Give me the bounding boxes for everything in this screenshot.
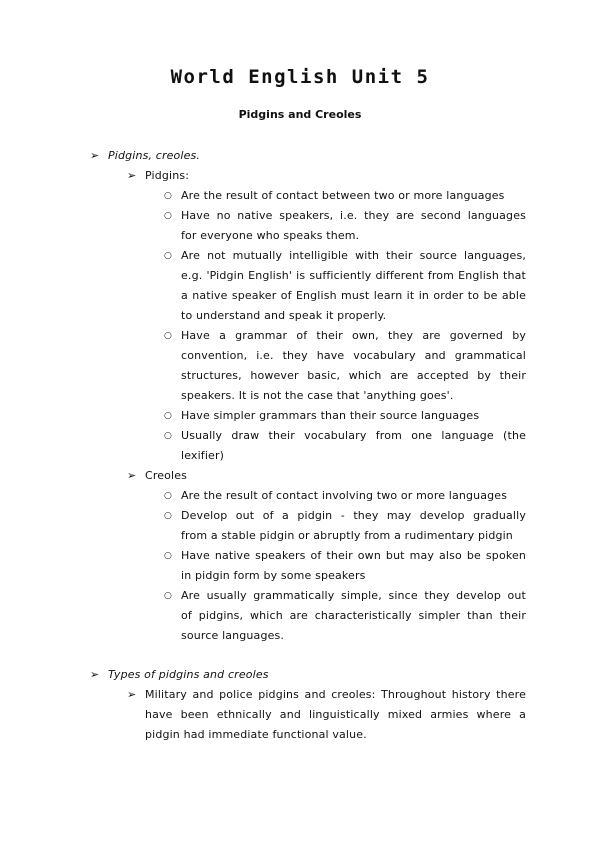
list-item-line: structures, however basic, which are accepted by their: [181, 369, 526, 382]
list-item-line: have been ethnically and linguistically mixed armies where a: [145, 708, 526, 721]
list-item-line: in pidgin form by some speakers: [181, 569, 366, 582]
list-item-line: Have no native speakers, i.e. they are second languages: [181, 209, 526, 222]
subheading-pidgins: Pidgins:: [145, 169, 190, 182]
list-item-line: Have a grammar of their own, they are governed by: [181, 329, 526, 342]
list-item-line: of pidgins, which are characteristically simpler than their: [181, 609, 526, 622]
subheading-creoles: Creoles: [145, 469, 188, 482]
circle-bullet-icon: ○: [164, 191, 172, 201]
list-item-line: Are the result of contact between two or more languages: [181, 189, 505, 202]
list-item-line: speakers. It is not the case that 'anything goes'.: [181, 389, 454, 402]
list-item-line: Have native speakers of their own but may also be spoken: [181, 549, 526, 562]
arrow-bullet-icon: ➢: [127, 469, 137, 482]
section-heading-types: Types of pidgins and creoles: [108, 668, 269, 681]
circle-bullet-icon: ○: [164, 211, 172, 221]
list-item-line: Develop out of a pidgin - they may develop gradually: [181, 509, 526, 522]
arrow-bullet-icon: ➢: [127, 169, 137, 182]
list-item-line: to understand and speak it properly.: [181, 309, 387, 322]
arrow-bullet-icon: ➢: [127, 688, 137, 701]
list-item-line: Are usually grammatically simple, since they develop out: [181, 589, 526, 602]
circle-bullet-icon: ○: [164, 511, 172, 521]
list-item-line: Are not mutually intelligible with their source languages,: [181, 249, 526, 262]
circle-bullet-icon: ○: [164, 431, 172, 441]
list-item-line: Have simpler grammars than their source languages: [181, 409, 480, 422]
page-subtitle: Pidgins and Creoles: [238, 108, 362, 121]
list-item-line: Are the result of contact involving two or more languages: [181, 489, 508, 502]
list-item-line: Usually draw their vocabulary from one language (the: [181, 429, 526, 442]
circle-bullet-icon: ○: [164, 411, 172, 421]
page-title: World English Unit 5: [170, 66, 430, 88]
list-item-line: Military and police pidgins and creoles: Throughout history there: [145, 688, 526, 701]
list-item-line: e.g. 'Pidgin English' is sufficiently different from English that: [181, 269, 526, 282]
arrow-bullet-icon: ➢: [90, 668, 100, 681]
list-item-line: from a stable pidgin or abruptly from a rudimentary pidgin: [181, 529, 513, 542]
circle-bullet-icon: ○: [164, 251, 172, 261]
section-heading-pidgins-creoles: Pidgins, creoles.: [108, 149, 201, 162]
list-item-line: convention, i.e. they have vocabulary and grammatical: [181, 349, 526, 362]
circle-bullet-icon: ○: [164, 591, 172, 601]
list-item-line: for everyone who speaks them.: [181, 229, 360, 242]
arrow-bullet-icon: ➢: [90, 149, 100, 162]
list-item-line: source languages.: [181, 629, 285, 642]
circle-bullet-icon: ○: [164, 551, 172, 561]
circle-bullet-icon: ○: [164, 491, 172, 501]
circle-bullet-icon: ○: [164, 331, 172, 341]
list-item-line: a native speaker of English must learn it in order to be able: [181, 289, 526, 302]
list-item-line: pidgin had immediate functional value.: [145, 728, 367, 741]
list-item-line: lexifier): [181, 449, 225, 462]
